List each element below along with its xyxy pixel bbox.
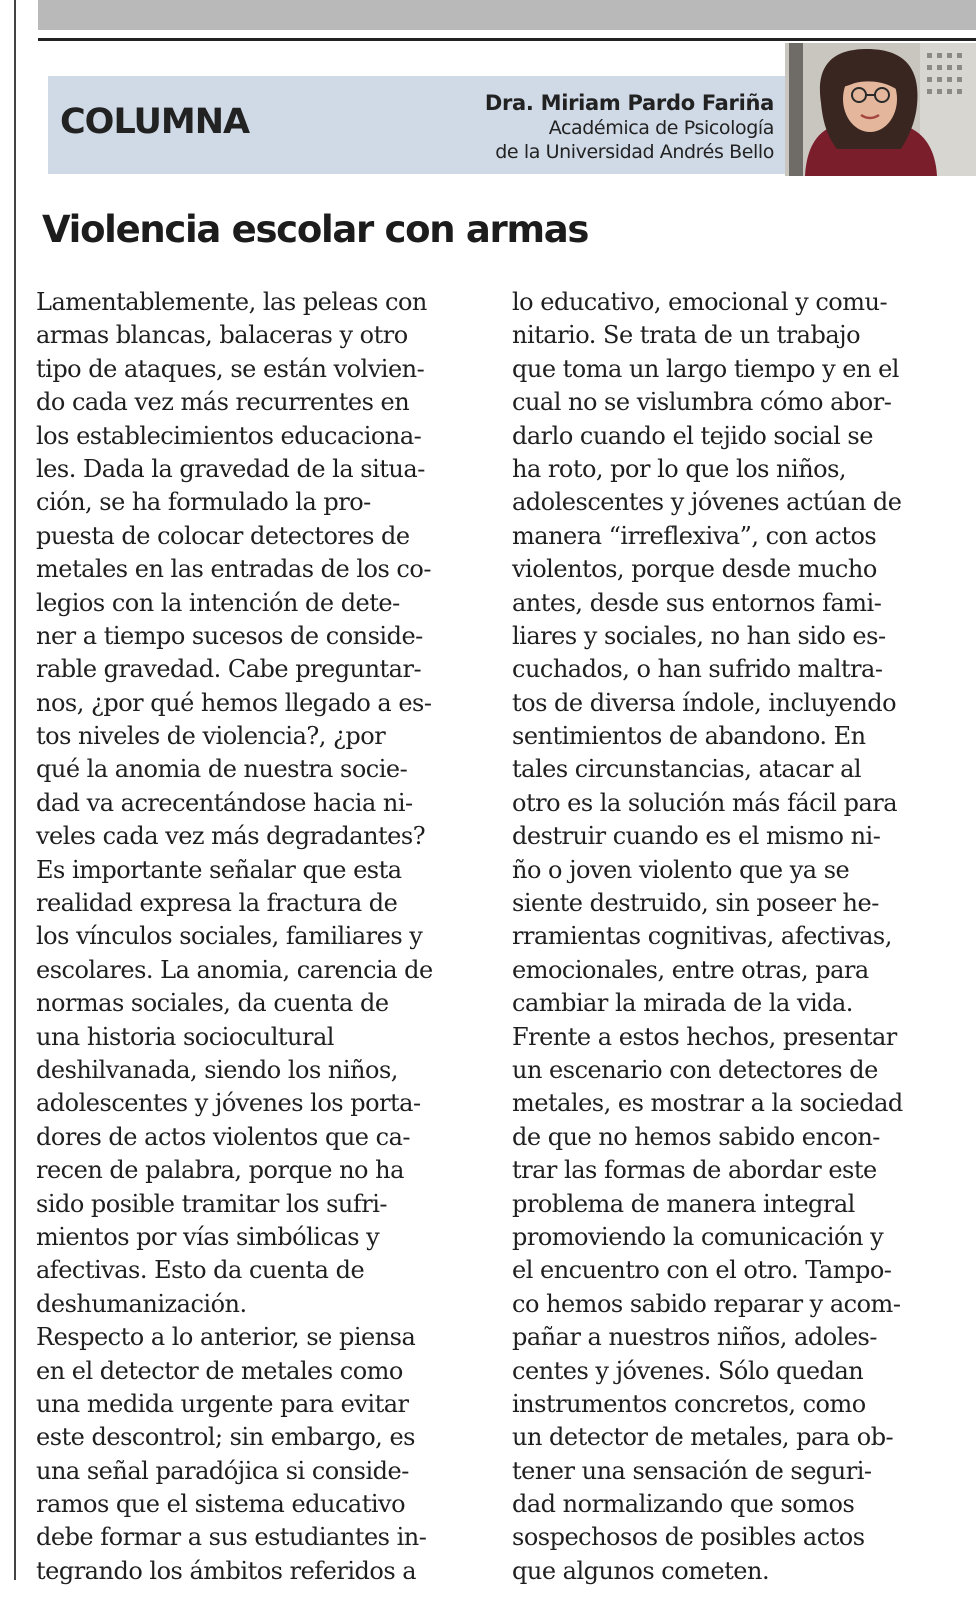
article-line: cuchados, o han sufrido maltra- xyxy=(512,655,883,684)
article-line: realidad expresa la fractura de xyxy=(36,889,398,918)
article-line: tener una sensación de seguri- xyxy=(512,1456,872,1485)
article-line: Es importante señalar que esta xyxy=(36,855,402,884)
article-line: rable gravedad. Cabe preguntar- xyxy=(36,655,422,684)
article-line: ha roto, por lo que los niños, xyxy=(512,454,847,483)
article-line: nitario. Se trata de un trabajo xyxy=(512,321,861,350)
article-line: recen de palabra, porque no ha xyxy=(36,1156,404,1185)
article-line: otro es la solución más fácil para xyxy=(512,788,898,817)
article-line: afectivas. Esto da cuenta de xyxy=(36,1256,365,1285)
article-line: nos, ¿por qué hemos llegado a es- xyxy=(36,688,432,717)
article-line: Respecto a lo anterior, se piensa xyxy=(36,1323,416,1352)
article-line: que toma un largo tiempo y en el xyxy=(512,354,899,383)
article-line: una historia sociocultural xyxy=(36,1022,334,1051)
top-gray-bar xyxy=(38,0,976,30)
top-divider-line xyxy=(38,38,976,41)
article-line: cambiar la mirada de la vida. xyxy=(512,989,853,1018)
article-line: problema de manera integral xyxy=(512,1189,855,1218)
article-line: veles cada vez más degradantes? xyxy=(36,822,426,851)
article-line: dad va acrecentándose hacia ni- xyxy=(36,788,413,817)
article-line: instrumentos concretos, como xyxy=(512,1389,866,1418)
article-right-column xyxy=(512,286,952,1588)
article-line: armas blancas, balaceras y otro xyxy=(36,321,408,350)
article-line: rramientas cognitivas, afectivas, xyxy=(512,922,892,951)
article-line: lo educativo, emocional y comu- xyxy=(512,288,888,316)
article-line: los establecimientos educaciona- xyxy=(36,421,422,450)
article-line: tos de diversa índole, incluyendo xyxy=(512,688,897,717)
article-line: mientos por vías simbólicas y xyxy=(36,1222,380,1251)
article-line: pañar a nuestros niños, adoles- xyxy=(512,1323,877,1352)
article-line: destruir cuando es el mismo ni- xyxy=(512,822,881,851)
article-left-column xyxy=(36,286,481,1588)
article-line: ramos que el sistema educativo xyxy=(36,1490,406,1519)
article-line: do cada vez más recurrentes en xyxy=(36,388,410,417)
article-line: tos niveles de violencia?, ¿por xyxy=(36,722,386,751)
article-line: un detector de metales, para ob- xyxy=(512,1423,894,1452)
article-line: cual no se vislumbra cómo abor- xyxy=(512,388,892,417)
article-line: de que no hemos sabido encon- xyxy=(512,1122,880,1151)
article-line: violentos, porque desde mucho xyxy=(512,555,877,584)
section-label: COLUMNA xyxy=(60,102,250,142)
author-role-line2: de la Universidad Andrés Bello xyxy=(495,141,774,163)
article-line: dad normalizando que somos xyxy=(512,1490,855,1519)
article-line: adolescentes y jóvenes los porta- xyxy=(36,1089,421,1118)
article-line: liares y sociales, no han sido es- xyxy=(512,621,886,650)
author-byline xyxy=(485,90,774,164)
article-line: los vínculos sociales, familiares y xyxy=(36,922,423,951)
article-line: manera “irreflexiva”, con actos xyxy=(512,521,877,550)
headline: Violencia escolar con armas xyxy=(42,208,589,251)
article-line: centes y jóvenes. Sólo quedan xyxy=(512,1356,864,1385)
article-line: un escenario con detectores de xyxy=(512,1055,878,1084)
article-line: trar las formas de abordar este xyxy=(512,1156,877,1185)
article-line: sido posible tramitar los sufri- xyxy=(36,1189,388,1218)
article-line: sentimientos de abandono. En xyxy=(512,722,866,751)
article-line: les. Dada la gravedad de la situa- xyxy=(36,454,425,483)
article-line: sospechosos de posibles actos xyxy=(512,1523,865,1552)
article-line: debe formar a sus estudiantes in- xyxy=(36,1523,427,1552)
author-portrait-icon xyxy=(785,43,976,176)
article-line: tales circunstancias, atacar al xyxy=(512,755,862,784)
left-column-rule xyxy=(14,0,16,1580)
article-line: dores de actos violentos que ca- xyxy=(36,1122,410,1151)
article-line: tipo de ataques, se están volvien- xyxy=(36,354,425,383)
author-role-line1: Académica de Psicología xyxy=(548,117,774,139)
article-line: en el detector de metales como xyxy=(36,1356,403,1385)
article-line: darlo cuando el tejido social se xyxy=(512,421,873,450)
article-line: normas sociales, da cuenta de xyxy=(36,989,389,1018)
article-line: siente destruido, sin poseer he- xyxy=(512,889,879,918)
article-line: puesta de colocar detectores de xyxy=(36,521,410,550)
article-line: una señal paradójica si conside- xyxy=(36,1456,409,1485)
article-line: el encuentro con el otro. Tampo- xyxy=(512,1256,892,1285)
article-line: promoviendo la comunicación y xyxy=(512,1222,884,1251)
article-line: Frente a estos hechos, presentar xyxy=(512,1022,897,1051)
article-line: tegrando los ámbitos referidos a xyxy=(36,1556,417,1585)
article-line: co hemos sabido reparar y acom- xyxy=(512,1289,901,1318)
article-line: deshumanización. xyxy=(36,1289,247,1318)
article-line: ción, se ha formulado la pro- xyxy=(36,488,371,517)
article-line: Lamentablemente, las peleas con xyxy=(36,288,427,316)
article-line: ner a tiempo sucesos de conside- xyxy=(36,621,423,650)
article-line: legios con la intención de dete- xyxy=(36,588,400,617)
article-line: escolares. La anomia, carencia de xyxy=(36,955,433,984)
article-line: ño o joven violento que ya se xyxy=(512,855,850,884)
article-line: emocionales, entre otras, para xyxy=(512,955,869,984)
article-line: este descontrol; sin embargo, es xyxy=(36,1423,415,1452)
article-line: adolescentes y jóvenes actúan de xyxy=(512,488,902,517)
article-line: metales, es mostrar a la sociedad xyxy=(512,1089,903,1118)
article-line: que algunos cometen. xyxy=(512,1556,770,1585)
article-line: deshilvanada, siendo los niños, xyxy=(36,1055,398,1084)
author-name: Dra. Miriam Pardo Fariña xyxy=(484,91,774,115)
article-line: qué la anomia de nuestra socie- xyxy=(36,755,408,784)
article-line: metales en las entradas de los co- xyxy=(36,555,431,584)
author-photo xyxy=(785,43,976,176)
article-line: una medida urgente para evitar xyxy=(36,1389,409,1418)
article-line: antes, desde sus entornos fami- xyxy=(512,588,882,617)
